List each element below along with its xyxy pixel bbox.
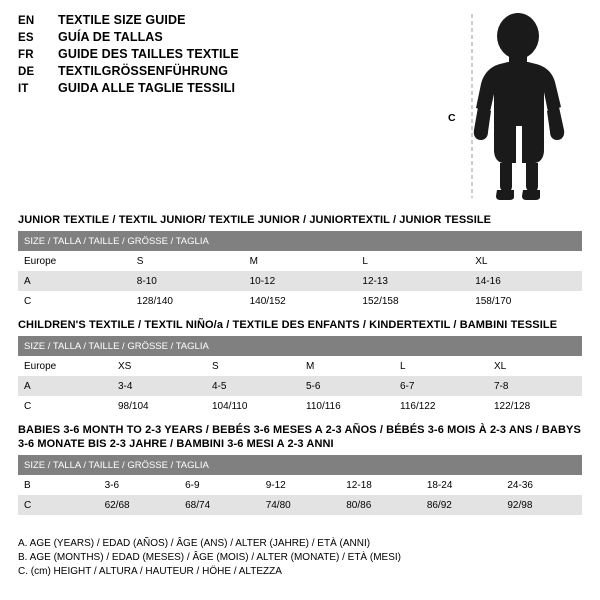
cell: XL (488, 356, 582, 376)
language-row (18, 29, 438, 46)
language-row (18, 80, 438, 97)
cell: 116/122 (394, 396, 488, 416)
table-head-row (18, 336, 582, 356)
cell: 9-12 (260, 475, 341, 495)
child-silhouette-figure (440, 8, 590, 203)
cell: 128/140 (131, 291, 244, 311)
language-title-fr: GUIDE DES TAILLES TEXTILE (58, 47, 239, 61)
legend-line-b: B. AGE (MONTHS) / EDAD (MESES) / ÂGE (MOIS) / ALTER (MONATE) / ETÀ (MESI) (18, 552, 401, 563)
row-label: Europe (18, 356, 112, 376)
section-title: JUNIOR TEXTILE / TEXTIL JUNIOR/ TEXTILE JUNIOR / JUNIORTEXTIL / JUNIOR TESSILE (18, 214, 492, 226)
table-head-row (18, 455, 582, 475)
language-code-fr: FR (18, 49, 34, 61)
legend-line-c: C. (cm) HEIGHT / ALTURA / HAUTEUR / HÖHE / ALTEZZA (18, 566, 282, 577)
table-row (18, 495, 582, 515)
table-row (18, 251, 582, 271)
cell: 3-6 (99, 475, 180, 495)
section-junior-textile (18, 213, 582, 311)
childrens-size-table (18, 336, 582, 416)
cell: 12-13 (356, 271, 469, 291)
cell: 158/170 (469, 291, 582, 311)
cell: L (356, 251, 469, 271)
row-label: C (18, 396, 112, 416)
cell: 6-9 (179, 475, 260, 495)
height-measure-label: C (448, 112, 456, 124)
cell: 10-12 (244, 271, 357, 291)
language-row (18, 63, 438, 80)
table-row (18, 376, 582, 396)
cell: 4-5 (206, 376, 300, 396)
section-title: CHILDREN'S TEXTILE / TEXTIL NIÑO/а / TEXTILE DES ENFANTS / KINDERTEXTIL / BAMBINI TESSILE (18, 319, 558, 331)
table-head-label: SIZE / TALLA / TAILLE / GRÖSSE / TAGLIA (18, 231, 582, 251)
cell: 6-7 (394, 376, 488, 396)
table-row (18, 356, 582, 376)
cell: 98/104 (112, 396, 206, 416)
cell: 68/74 (179, 495, 260, 515)
language-code-it: IT (18, 83, 29, 95)
language-title-es: GUÍA DE TALLAS (58, 30, 163, 44)
table-row (18, 396, 582, 416)
cell: 74/80 (260, 495, 341, 515)
babies-size-table (18, 455, 582, 515)
cell: S (206, 356, 300, 376)
table-head-label: SIZE / TALLA / TAILLE / GRÖSSE / TAGLIA (18, 455, 582, 475)
row-label: A (18, 271, 131, 291)
cell: 62/68 (99, 495, 180, 515)
cell: 110/116 (300, 396, 394, 416)
row-label: C (18, 291, 131, 311)
table-row (18, 475, 582, 495)
cell: 12-18 (340, 475, 421, 495)
cell: 152/158 (356, 291, 469, 311)
section-babies-textile (18, 423, 582, 515)
cell: S (131, 251, 244, 271)
cell: 80/86 (340, 495, 421, 515)
cell: M (244, 251, 357, 271)
cell: 92/98 (501, 495, 582, 515)
language-row (18, 12, 438, 29)
junior-size-table (18, 231, 582, 311)
legend-line-a: A. AGE (YEARS) / EDAD (AÑOS) / ÂGE (ANS) / ALTER (JAHRE) / ETÀ (ANNI) (18, 538, 371, 549)
cell: 18-24 (421, 475, 502, 495)
cell: 3-4 (112, 376, 206, 396)
row-label: B (18, 475, 99, 495)
cell: 5-6 (300, 376, 394, 396)
cell: 122/128 (488, 396, 582, 416)
language-code-es: ES (18, 32, 34, 44)
cell: 140/152 (244, 291, 357, 311)
cell: M (300, 356, 394, 376)
row-label: C (18, 495, 99, 515)
cell: 86/92 (421, 495, 502, 515)
language-title-de: TEXTILGRÖSSENFÜHRUNG (58, 64, 229, 78)
language-header (18, 12, 438, 97)
language-title-en: TEXTILE SIZE GUIDE (58, 13, 186, 27)
cell: 104/110 (206, 396, 300, 416)
legend-block (18, 537, 582, 579)
cell: XL (469, 251, 582, 271)
table-row (18, 271, 582, 291)
row-label: A (18, 376, 112, 396)
section-title: BABIES 3-6 MONTH TO 2-3 YEARS / BEBÉS 3-6 MESES A 2-3 AÑOS / BÉBÉS 3-6 MOIS À 2-3 ANS / BABYS 3-6 MONATE BIS 2-3 JAHRE / BAMBINI 3-6 MESI A 2-3 ANNI (18, 424, 581, 450)
language-code-de: DE (18, 66, 35, 78)
cell: 7-8 (488, 376, 582, 396)
row-label: Europe (18, 251, 131, 271)
cell: XS (112, 356, 206, 376)
language-code-en: EN (18, 15, 35, 27)
section-childrens-textile (18, 318, 582, 416)
cell: 14-16 (469, 271, 582, 291)
table-head-label: SIZE / TALLA / TAILLE / GRÖSSE / TAGLIA (18, 336, 582, 356)
language-row (18, 46, 438, 63)
child-silhouette-icon (440, 8, 590, 203)
table-row (18, 291, 582, 311)
language-title-it: GUIDA ALLE TAGLIE TESSILI (58, 81, 236, 95)
cell: 24-36 (501, 475, 582, 495)
cell: 8-10 (131, 271, 244, 291)
table-head-row (18, 231, 582, 251)
cell: L (394, 356, 488, 376)
